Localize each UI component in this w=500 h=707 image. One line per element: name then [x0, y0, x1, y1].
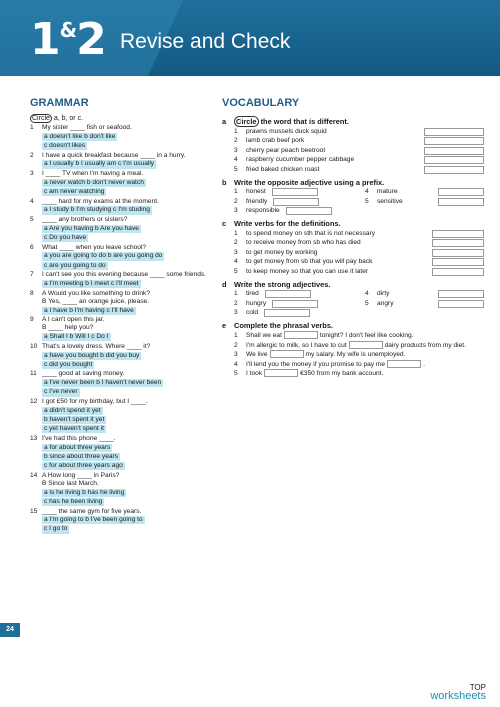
vocab-item — [222, 156, 484, 166]
brand-logo: TOP worksheets — [430, 683, 486, 702]
item-text: fried baked chicken roast — [246, 165, 320, 173]
item-number: 5 — [365, 197, 369, 205]
question-number: 11 — [30, 370, 37, 378]
answer-option[interactable]: a for about three years — [44, 443, 111, 451]
grammar-question — [30, 170, 210, 197]
item-text: angry — [377, 299, 394, 307]
question-text: I've had this phone ____. — [42, 434, 116, 442]
unit-number: 1&2 — [30, 14, 106, 65]
grammar-question-list — [30, 124, 210, 534]
vocabulary-section — [222, 114, 484, 379]
answer-option[interactable]: c are you going to do — [44, 261, 106, 269]
item-number: 4 — [365, 188, 369, 196]
answer-options — [42, 406, 210, 434]
vocab-item — [222, 360, 484, 370]
grammar-question — [30, 216, 210, 243]
answer-box[interactable] — [264, 309, 310, 317]
grammar-question — [30, 244, 210, 271]
item-number: 5 — [234, 267, 238, 275]
answer-options — [42, 178, 210, 196]
question-number: 5 — [30, 216, 34, 224]
answer-option[interactable]: c I go to — [44, 525, 68, 533]
vocab-e-heading: e Complete the phrasal verbs. — [222, 321, 333, 330]
item-number: 4 — [234, 258, 238, 266]
answer-box[interactable] — [438, 290, 484, 298]
answer-options — [42, 516, 210, 534]
grammar-question — [30, 271, 210, 288]
question-number: 14 — [30, 471, 38, 479]
item-number: 4 — [234, 156, 238, 164]
item-number: 1 — [234, 127, 238, 135]
vocab-b-heading: b Write the opposite adjective using a prefix. — [222, 177, 385, 187]
answer-option[interactable]: c did you bought — [44, 360, 93, 368]
vocab-item — [222, 267, 484, 277]
answer-box[interactable] — [284, 331, 318, 339]
answer-box[interactable] — [424, 147, 484, 155]
item-number: 4 — [234, 360, 238, 368]
item-text: I'm allergic to milk, so I have to cut — [246, 341, 347, 349]
answer-option[interactable]: a Are you having b Are you have — [44, 224, 139, 232]
answer-options — [42, 279, 210, 288]
answer-box[interactable] — [438, 198, 484, 206]
question-text: I can't see you this evening because ____ some friends. — [42, 271, 207, 279]
item-text: I took — [246, 370, 263, 377]
item-number: 5 — [234, 165, 238, 173]
grammar-question — [30, 370, 210, 397]
item-text: dairy products from my diet. — [384, 341, 466, 349]
item-number: 3 — [234, 207, 238, 215]
item-text: cherry pear peach beetroot — [246, 146, 326, 154]
grammar-title: GRAMMAR — [30, 97, 89, 109]
question-number: 12 — [30, 398, 38, 406]
item-number: 2 — [234, 299, 238, 307]
vocab-item — [222, 341, 484, 351]
item-text: to keep money so that you can use it later — [246, 267, 369, 275]
question-text: ____ hard for my exams at the moment. — [42, 197, 159, 205]
answer-box[interactable] — [264, 369, 298, 377]
question-text: ____ any brothers or sisters? — [42, 216, 128, 224]
question-text: A Would you like something to drink? — [42, 289, 151, 297]
item-text: €350 from my bank account. — [300, 370, 384, 377]
answer-options — [42, 224, 210, 242]
grammar-question — [30, 435, 210, 471]
answer-option[interactable]: c am never watching — [44, 187, 105, 195]
answer-box[interactable] — [424, 128, 484, 136]
answer-box[interactable] — [432, 249, 484, 257]
answer-box[interactable] — [424, 156, 484, 164]
answer-option[interactable]: a never watch b don't never watch — [44, 178, 144, 186]
page-title: Revise and Check — [120, 30, 291, 53]
answer-option[interactable]: c Do you have — [44, 233, 87, 241]
vocab-item — [353, 197, 484, 207]
answer-option[interactable]: a I've never been b I haven't never been — [44, 379, 162, 387]
vocab-item — [353, 290, 484, 300]
answer-option[interactable]: a you are going to do b are you going do — [44, 252, 163, 260]
vocab-a-heading: a Circle the word that is different. — [222, 117, 349, 126]
answer-option[interactable]: a is he living b has he living — [44, 488, 125, 496]
grammar-question — [30, 343, 210, 370]
answer-option[interactable]: a I'm going to b I've been going to — [44, 516, 143, 524]
answer-box[interactable] — [273, 198, 319, 206]
item-text: sensitive — [377, 197, 403, 205]
answer-option[interactable]: c yet haven't spent it — [44, 425, 104, 433]
item-text: Shall we eat — [246, 332, 282, 339]
answer-option[interactable]: a didn't spend it yet — [44, 406, 101, 414]
vocab-item — [222, 258, 484, 268]
grammar-question — [30, 152, 210, 169]
item-number: 2 — [234, 137, 238, 145]
answer-option[interactable]: a I have b I'm having c I'll have — [44, 306, 134, 314]
item-number: 3 — [234, 309, 238, 317]
question-number: 2 — [30, 151, 34, 159]
vocab-c-list — [222, 229, 484, 277]
answer-option[interactable]: c for about three years ago — [44, 462, 123, 470]
answer-option[interactable]: c doesn't likes — [44, 141, 86, 149]
grammar-question — [30, 316, 210, 342]
grammar-instruction: Circle a, b, or c. — [32, 115, 84, 122]
question-text: I have a quick breakfast because ____ in a hurry. — [42, 151, 186, 159]
answer-option[interactable]: a I usually b I usually am c I'm usually — [44, 160, 155, 168]
question-number: 4 — [30, 197, 34, 205]
item-text: I'll lend you the money if you promise to pay me — [246, 360, 386, 368]
item-text: responsible — [246, 207, 280, 215]
vocab-d-grid — [222, 290, 484, 319]
item-number: 2 — [234, 239, 238, 247]
answer-box[interactable] — [432, 258, 484, 266]
vocab-item — [353, 299, 484, 309]
item-text: hungry — [246, 299, 267, 307]
item-text: friendly — [246, 197, 268, 205]
answer-option[interactable]: a Shall I b Will I c Do I — [44, 333, 109, 341]
answer-box[interactable] — [272, 188, 318, 196]
answer-options — [42, 333, 210, 342]
item-number: 4 — [365, 290, 369, 298]
question-text: A How long ____ in Paris? — [42, 471, 120, 479]
item-text: lamb crab beef pork — [246, 137, 305, 145]
question-text: I ____ TV when I'm having a meal. — [42, 170, 144, 178]
vocab-item — [222, 350, 484, 360]
page-number: 24 — [0, 623, 20, 637]
answer-option[interactable]: b since about three years — [44, 452, 119, 460]
item-text: honest — [246, 188, 266, 196]
answer-box[interactable] — [438, 300, 484, 308]
answer-options — [42, 132, 210, 150]
answer-box[interactable] — [432, 230, 484, 238]
vocab-item — [222, 248, 484, 258]
item-number: 2 — [234, 341, 238, 349]
vocab-item — [222, 165, 484, 175]
answer-option[interactable]: a I'm meeting b I meet c I'll meet — [44, 279, 139, 287]
question-number: 1 — [30, 124, 34, 131]
question-text: ____ the same gym for five years. — [42, 507, 142, 515]
answer-box[interactable] — [424, 166, 484, 174]
item-number: 1 — [234, 332, 238, 339]
item-text: tonight? I don't feel like cooking. — [319, 332, 414, 339]
vocab-item — [222, 127, 484, 137]
vocab-item — [222, 290, 353, 300]
question-text: A I can't open this jar. — [42, 316, 105, 324]
grammar-question — [30, 198, 210, 215]
answer-option[interactable]: a I study b I'm studying c I'm studing — [44, 206, 150, 214]
vocab-item — [353, 188, 484, 198]
vocab-d-heading: d Write the strong adjectives. — [222, 279, 331, 289]
question-number: 13 — [30, 434, 38, 442]
item-text: cold — [246, 309, 259, 317]
answer-options — [42, 306, 210, 315]
question-number: 15 — [30, 507, 38, 515]
answer-options — [42, 206, 210, 215]
vocabulary-title: VOCABULARY — [222, 97, 300, 109]
header-banner — [0, 0, 500, 76]
vocab-item — [222, 239, 484, 249]
answer-options — [42, 252, 210, 270]
answer-option[interactable]: c I've never — [44, 388, 78, 396]
item-number: 2 — [234, 197, 238, 205]
answer-box[interactable] — [286, 207, 332, 215]
answer-box[interactable] — [387, 360, 421, 368]
item-text: We live — [246, 351, 268, 358]
answer-box[interactable] — [349, 341, 383, 349]
item-number: 1 — [234, 188, 238, 196]
item-text: raspberry cucumber pepper cabbage — [246, 156, 355, 164]
answer-box[interactable] — [432, 239, 484, 247]
item-number: 5 — [234, 370, 238, 377]
item-text: tired — [246, 290, 259, 298]
question-text: B ____ help you? — [42, 324, 94, 332]
item-number: 3 — [234, 248, 238, 256]
answer-option[interactable]: a doesn't like b don't like — [44, 132, 116, 140]
answer-box[interactable] — [272, 300, 318, 308]
answer-options — [42, 160, 210, 169]
question-number: 9 — [30, 316, 34, 324]
item-text: to receive money from sb who has died — [246, 239, 361, 247]
question-text: ____ good at saving money. — [42, 370, 125, 378]
item-number: 1 — [234, 229, 238, 237]
item-text: to get money from sb that you will pay back — [246, 258, 373, 266]
grammar-question — [30, 508, 210, 535]
question-number: 10 — [30, 342, 38, 350]
question-text: B Since last March. — [42, 479, 99, 487]
answer-option[interactable]: a have you bought b did you buy — [44, 351, 140, 359]
vocab-item — [222, 146, 484, 156]
item-text: my salary. My wife is unemployed. — [305, 351, 406, 358]
item-text: to get money by working — [246, 248, 318, 256]
item-text: mature — [377, 188, 398, 196]
question-text: I got £50 for my birthday, but I ____. — [42, 398, 148, 406]
question-text: That's a lovely dress. Where ____ it? — [42, 342, 151, 350]
vocab-item — [222, 331, 484, 341]
vocab-item — [222, 137, 484, 147]
vocab-item — [222, 299, 353, 309]
answer-options — [42, 379, 210, 397]
vocab-e-list — [222, 331, 484, 379]
answer-option[interactable]: b haven't spent it yet — [44, 416, 105, 423]
vocab-item — [222, 188, 353, 198]
answer-box[interactable] — [438, 188, 484, 196]
question-number: 3 — [30, 170, 34, 178]
item-text: dirty — [377, 290, 390, 298]
vocab-c-heading: c Write verbs for the definitions. — [222, 219, 341, 228]
grammar-section — [30, 114, 210, 534]
answer-box[interactable] — [424, 137, 484, 145]
vocab-a-list — [222, 127, 484, 175]
answer-box[interactable] — [270, 350, 304, 358]
item-number: 3 — [234, 351, 238, 358]
item-text: . — [423, 360, 425, 368]
item-number: 3 — [234, 146, 238, 154]
grammar-question — [30, 472, 210, 507]
vocab-item — [222, 207, 353, 217]
question-text: What ____ when you leave school? — [42, 243, 147, 251]
grammar-question — [30, 290, 210, 316]
answer-box[interactable] — [432, 268, 484, 276]
item-number: 1 — [234, 290, 238, 298]
vocab-item — [222, 369, 484, 379]
vocab-item — [222, 229, 484, 239]
answer-options — [42, 488, 210, 506]
item-text: prawns mussels duck squid — [246, 127, 327, 135]
answer-options — [42, 443, 210, 471]
grammar-question — [30, 124, 210, 151]
answer-options — [42, 351, 210, 369]
answer-box[interactable] — [265, 290, 311, 298]
question-text: My sister ____ fish or seafood. — [42, 124, 132, 131]
question-number: 7 — [30, 271, 34, 279]
item-text: to spend money on sth that is not necessary — [246, 229, 376, 237]
grammar-question — [30, 398, 210, 434]
answer-option[interactable]: c has he been living — [44, 497, 103, 505]
vocab-item — [222, 197, 353, 207]
item-number: 5 — [365, 299, 369, 307]
question-number: 6 — [30, 243, 34, 251]
question-number: 8 — [30, 289, 34, 297]
vocab-b-grid — [222, 188, 484, 217]
question-text: B Yes, ____ an orange juice, please. — [42, 297, 150, 305]
vocab-item — [222, 309, 353, 319]
